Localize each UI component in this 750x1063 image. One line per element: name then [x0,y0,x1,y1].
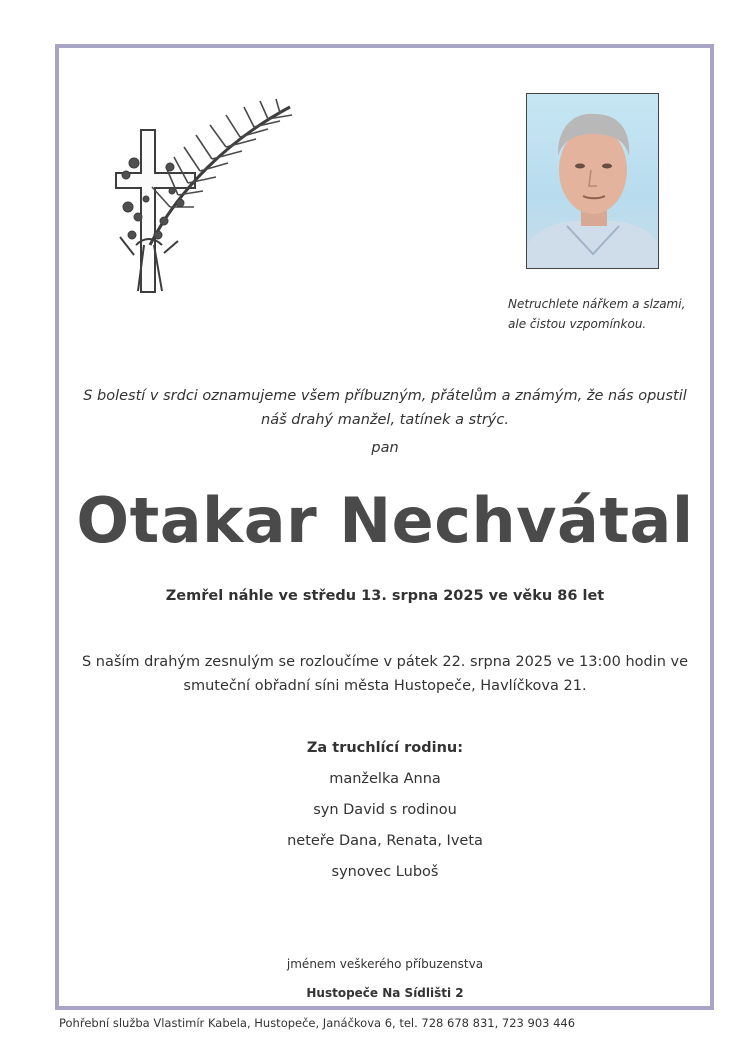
motto-line: Netruchlete nářkem a slzami, [508,297,686,311]
farewell-details [60,650,710,698]
deceased-name: Otakar Nechvátal [76,484,694,557]
motto-line: ale čistou vzpomínkou. [508,317,647,331]
death-announcement: Zemřel náhle ve středu 13. srpna 2025 ve věku 86 let [165,588,605,604]
mourner-item: manželka Anna [329,771,441,787]
on-behalf-note: jménem veškerého příbuzenstva [286,957,484,971]
farewell-line: smuteční obřadní síni města Hustopeče, Havlíčkova 21. [183,678,587,694]
family-address: Hustopeče Na Sídlišti 2 [306,986,464,1000]
motto [508,294,718,334]
portrait-photo [526,93,659,269]
farewell-line: S naším drahým zesnulým se rozloučíme v pátek 22. srpna 2025 ve 13:00 hodin ve [81,654,689,670]
mourner-item: synovec Luboš [331,864,439,880]
announcement-intro [60,384,710,432]
funeral-service-footer: Pohřební služba Vlastimír Kabela, Hustopeče, Janáčkova 6, tel. 728 678 831, 723 903 446 [59,1016,576,1030]
intro-line: náš drahý manžel, tatínek a strýc. [261,412,509,428]
mourners-list [60,737,710,892]
mourner-item: neteře Dana, Renata, Iveta [287,833,483,849]
mourner-item: syn David s rodinou [313,802,457,818]
intro-line: S bolestí v srdci oznamujeme všem příbuzným, přátelům a známým, že nás opustil [83,388,687,404]
mourners-heading: Za truchlící rodinu: [306,740,464,756]
cross-with-palm-icon [108,95,298,300]
salutation: pan [371,440,399,456]
